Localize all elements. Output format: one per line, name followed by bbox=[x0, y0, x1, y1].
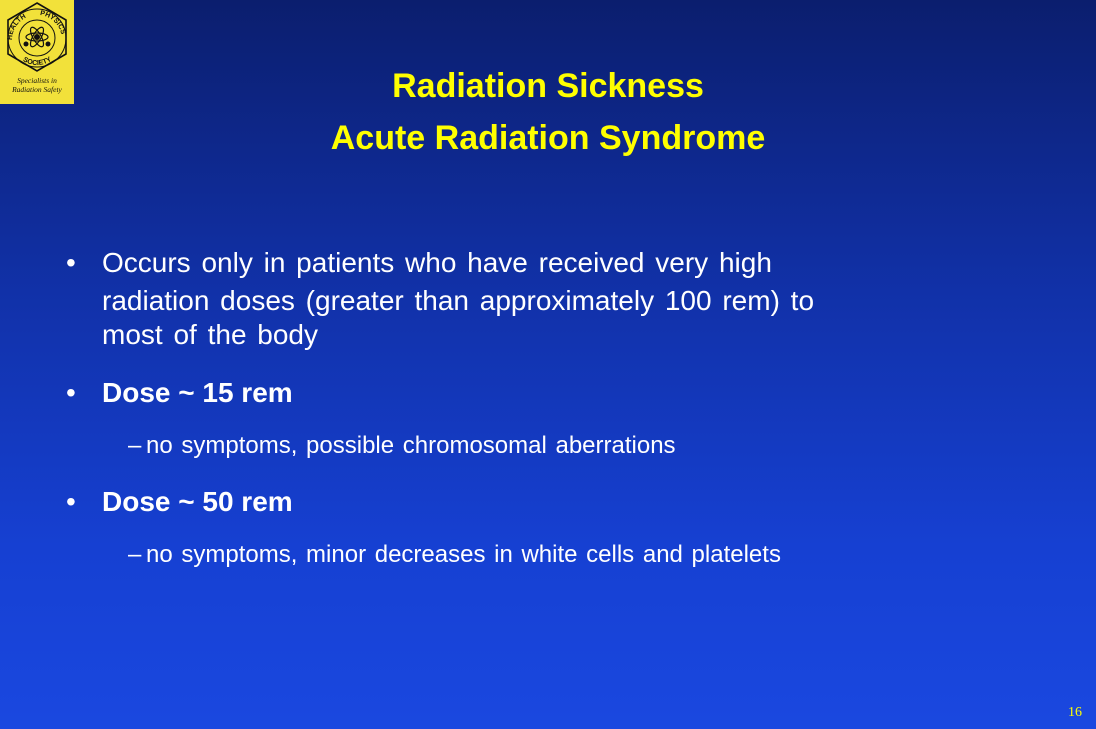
slide-title: Radiation Sickness bbox=[392, 67, 704, 105]
bullet-1-line-2: radiation doses (greater than approximately 100 rem) to bbox=[102, 285, 815, 316]
sub-bullet-marker: – bbox=[128, 541, 142, 568]
bullet-1-line-1: Occurs only in patients who have received very high bbox=[102, 247, 772, 278]
slide-subtitle: Acute Radiation Syndrome bbox=[330, 119, 766, 157]
logo-caption-line1: Specialists in bbox=[17, 76, 57, 85]
page-number: 16 bbox=[1068, 705, 1082, 720]
logo-caption-line2: Radiation Safety bbox=[12, 85, 62, 94]
bullet-2-sub-text: no symptoms, possible chromosomal aberrations bbox=[146, 432, 676, 459]
bullet-1-line-3: most of the body bbox=[102, 319, 319, 350]
bullet-3-sub-text: no symptoms, minor decreases in white cells and platelets bbox=[146, 541, 781, 568]
sub-bullet-marker: – bbox=[128, 432, 142, 459]
logo-ring-bottom: SOCIETY bbox=[21, 56, 53, 68]
bullet-3-text: Dose ~ 50 rem bbox=[102, 486, 293, 517]
bullet-marker: • bbox=[66, 486, 76, 517]
bullet-marker: • bbox=[66, 377, 76, 408]
logo-ring-right: PHYSICS bbox=[39, 9, 67, 36]
bullet-2-text: Dose ~ 15 rem bbox=[102, 377, 293, 408]
bullet-marker: • bbox=[66, 247, 76, 278]
logo-ring-top: HEALTH bbox=[6, 13, 28, 41]
